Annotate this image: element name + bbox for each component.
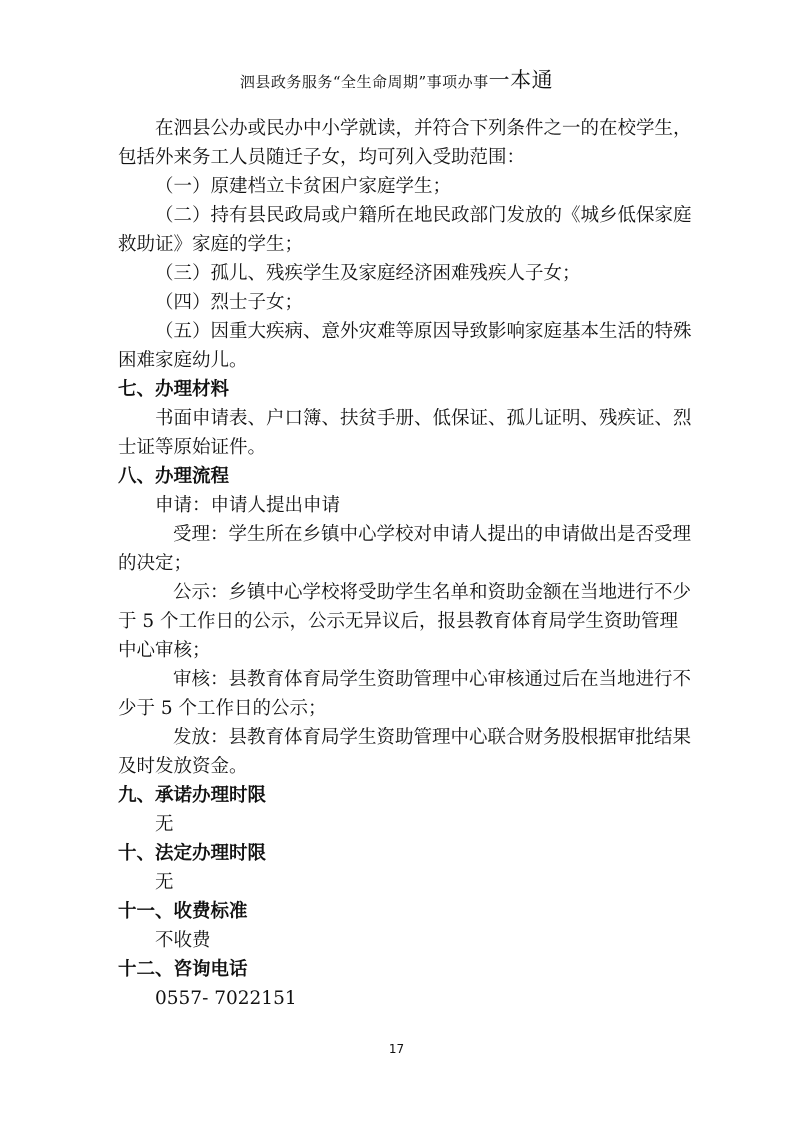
condition-item: （二）持有县民政局或户籍所在地民政部门发放的《城乡低保家庭救助证》家庭的学生； [118, 205, 692, 255]
section-heading-process: 八、办理流程 [118, 466, 230, 487]
running-header [0, 64, 793, 94]
document-body [118, 114, 693, 1013]
condition-item: （五）因重大疾病、意外灾难等原因导致影响家庭基本生活的特殊困难家庭幼儿。 [118, 321, 692, 371]
page-number: 17 [388, 1042, 405, 1056]
process-step: 公示：乡镇中心学校将受助学生名单和资助金额在当地进行不少于 5 个工作日的公示，公示无异议后，报县教育体育局学生资助管理中心审核； [118, 582, 692, 661]
legal-time-value: 无 [155, 872, 174, 893]
condition-item: （四）烈士子女； [155, 292, 304, 313]
process-apply: 申请：申请人提出申请 [155, 495, 341, 516]
section-heading-materials: 七、办理材料 [118, 379, 230, 400]
section-heading-fees: 十一、收费标准 [118, 901, 248, 922]
process-step: 审核：县教育体育局学生资助管理中心审核通过后在当地进行不少于 5 个工作日的公示； [118, 669, 692, 719]
process-step: 受理：学生所在乡镇中心学校对申请人提出的申请做出是否受理的决定； [118, 524, 692, 574]
section-heading-phone: 十二、咨询电话 [118, 959, 248, 980]
promised-time-value: 无 [155, 814, 174, 835]
process-step: 发放：县教育体育局学生资助管理中心联合财务股根据审批结果及时发放资金。 [118, 727, 692, 777]
condition-item: （三）孤儿、残疾学生及家庭经济困难残疾人子女； [155, 263, 581, 284]
header-text: 泗县政务服务“全生命周期”事项办事 [239, 73, 489, 91]
fees-value: 不收费 [155, 930, 211, 951]
intro-paragraph: 在泗县公办或民办中小学就读，并符合下列条件之一的在校学生，包括外来务工人员随迁子女，均可列入受助范围： [118, 118, 692, 168]
materials-text: 书面申请表、户口簿、扶贫手册、低保证、孤儿证明、残疾证、烈士证等原始证件。 [118, 408, 692, 458]
phone-value: 0557- 7022151 [155, 988, 297, 1009]
section-heading-legal-time: 十、法定办理时限 [118, 843, 267, 864]
condition-item: （一）原建档立卡贫困户家庭学生； [155, 176, 452, 197]
header-emphasis: 一本通 [488, 68, 554, 92]
section-heading-promised-time: 九、承诺办理时限 [118, 785, 267, 806]
